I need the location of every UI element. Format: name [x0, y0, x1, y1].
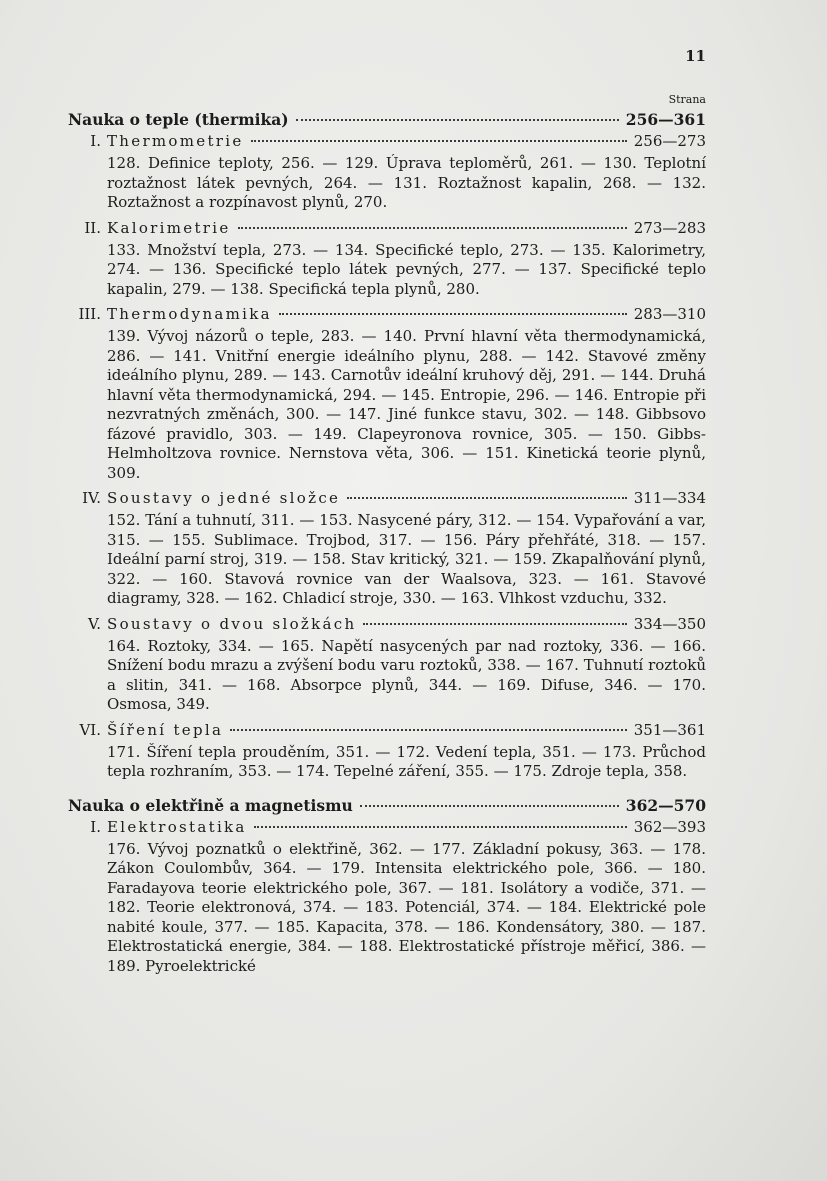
chapter-heading — [72, 818, 706, 836]
page-number: 11 — [685, 47, 706, 65]
dot-leader — [230, 729, 627, 731]
chapter-title: Thermodynamika — [107, 305, 272, 323]
dot-leader — [347, 497, 627, 499]
chapter-title: Soustavy o dvou složkách — [107, 614, 357, 633]
chapter-heading — [72, 132, 706, 150]
chapter-title: Kalorimetrie — [107, 218, 231, 237]
chapter-number: VI. — [79, 720, 101, 739]
dot-leader — [296, 119, 619, 121]
chapter-title: Elektrostatika — [107, 817, 247, 836]
chapter-contents: 133. Množství tepla, 273. — 134. Specifické teplo, 273. — 135. Kalorimetry, 274. — 136. Specifické teplo látek pevných, 277. — 137. Specifické teplo kapalin, 279. — 138. Specifická tepla plynů, 280. — [107, 240, 706, 298]
dot-leader — [363, 623, 626, 625]
section-pages: 256—361 — [625, 110, 706, 129]
chapter-contents: 128. Definice teploty, 256. — 129. Úprava teploměrů, 261. — 130. Teplotní roztažnost látek pevných, 264. — 131. Roztažnost kapalin, 268. — 132. Roztažnost a rozpínavost plynů, 270. — [107, 154, 706, 211]
dot-leader — [360, 805, 619, 807]
chapter-number: II. — [84, 218, 101, 237]
section-title: Nauka o teple (thermika) — [68, 110, 289, 129]
chapter-number: IV. — [82, 489, 101, 507]
chapter-pages: 256—273 — [633, 132, 706, 150]
chapter-number: I. — [90, 132, 101, 150]
chapter-pages: 351—361 — [633, 720, 706, 739]
chapter-pages: 362—393 — [633, 817, 706, 836]
chapter-heading — [72, 489, 706, 507]
dot-leader — [279, 313, 627, 315]
dot-leader — [238, 227, 627, 229]
chapter-heading — [72, 305, 706, 323]
chapter-heading — [72, 721, 706, 739]
chapter-heading — [72, 219, 706, 237]
chapter-pages: 283—310 — [633, 305, 706, 323]
table-of-contents — [68, 110, 706, 976]
chapter-contents: 139. Vývoj názorů o teple, 283. — 140. První hlavní věta thermodynamická, 286. — 141. Vnitřní energie ideálního plynu, 288. — 142. Stavové změny ideálního plynu, 289. — 143. Carnotův ideální kruhový děj, 291. — 144. Druhá hlavní věta thermodynamická, 294. — 145. Entropie, 296. — 146. Entropie při nezvratných změnách, 300. — 147. Jiné funkce stavu, 302. — 148. Gibbsovo fázové pravidlo, 303. — 149. Clapeyronova rovnice, 305. — 150. Gibbs-Helmholtzova rovnice. Nernstova věta, 306. — 151. Kinetická teorie plynů, 309. — [107, 327, 706, 482]
chapter-number: V. — [88, 614, 101, 633]
chapter-contents: 164. Roztoky, 334. — 165. Napětí nasycených par nad roztoky, 336. — 166. Snížení bodu mrazu a zvýšení bodu varu roztoků, 338. — 167. Tuhnutí roztoků a slitin, 341. — 168. Absorpce plynů, 344. — 169. Difuse, 346. — 170. Osmosa, 349. — [107, 636, 706, 713]
section-title: Nauka o elektřině a magnetismu — [68, 795, 353, 815]
chapter-heading — [72, 615, 706, 633]
section-pages: 362—570 — [625, 795, 706, 815]
dot-leader — [254, 826, 627, 828]
pages-column-label: Strana — [668, 93, 706, 106]
chapter-pages: 273—283 — [633, 218, 706, 237]
section-heading — [68, 110, 706, 129]
section-heading — [68, 796, 706, 815]
chapter-pages: 334—350 — [633, 614, 706, 633]
chapter-title: Šíření tepla — [107, 720, 224, 739]
dot-leader — [251, 140, 627, 142]
chapter-title: Thermometrie — [107, 132, 244, 150]
chapter-pages: 311—334 — [633, 489, 706, 507]
chapter-contents: 171. Šíření tepla prouděním, 351. — 172. Vedení tepla, 351. — 173. Průchod tepla rozhraním, 353. — 174. Tepelné záření, 355. — 175. Zdroje tepla, 358. — [107, 742, 706, 780]
chapter-contents: 152. Tání a tuhnutí, 311. — 153. Nasycené páry, 312. — 154. Vypařování a var, 315. — 155. Sublimace. Trojbod, 317. — 156. Páry přehřáté, 318. — 157. Ideální parní stroj, 319. — 158. Stav kritický, 321. — 159. Zkapalňování plynů, 322. — 160. Stavová rovnice van der Waalsova, 323. — 161. Stavové diagramy, 328. — 162. Chladicí stroje, 330. — 163. Vlhkost vzduchu, 332. — [107, 511, 706, 607]
chapter-title: Soustavy o jedné složce — [107, 489, 341, 507]
chapter-number: III. — [78, 305, 101, 323]
chapter-contents: 176. Vývoj poznatků o elektřině, 362. — 177. Základní pokusy, 363. — 178. Zákon Coulombův, 364. — 179. Intensita elektrického pole, 366. — 180. Faradayova teorie elektrického pole, 367. — 181. Isolátory a vodiče, 371. — 182. Teorie elektronová, 374. — 183. Potenciál, 374. — 184. Elektrické pole nabité koule, 377. — 185. Kapacita, 378. — 186. Kondensátory, 380. — 187. Elektrostatická energie, 384. — 188. Elektrostatické přístroje měřicí, 386. — 189. Pyroelektrické — [107, 839, 706, 975]
chapter-number: I. — [90, 817, 101, 836]
